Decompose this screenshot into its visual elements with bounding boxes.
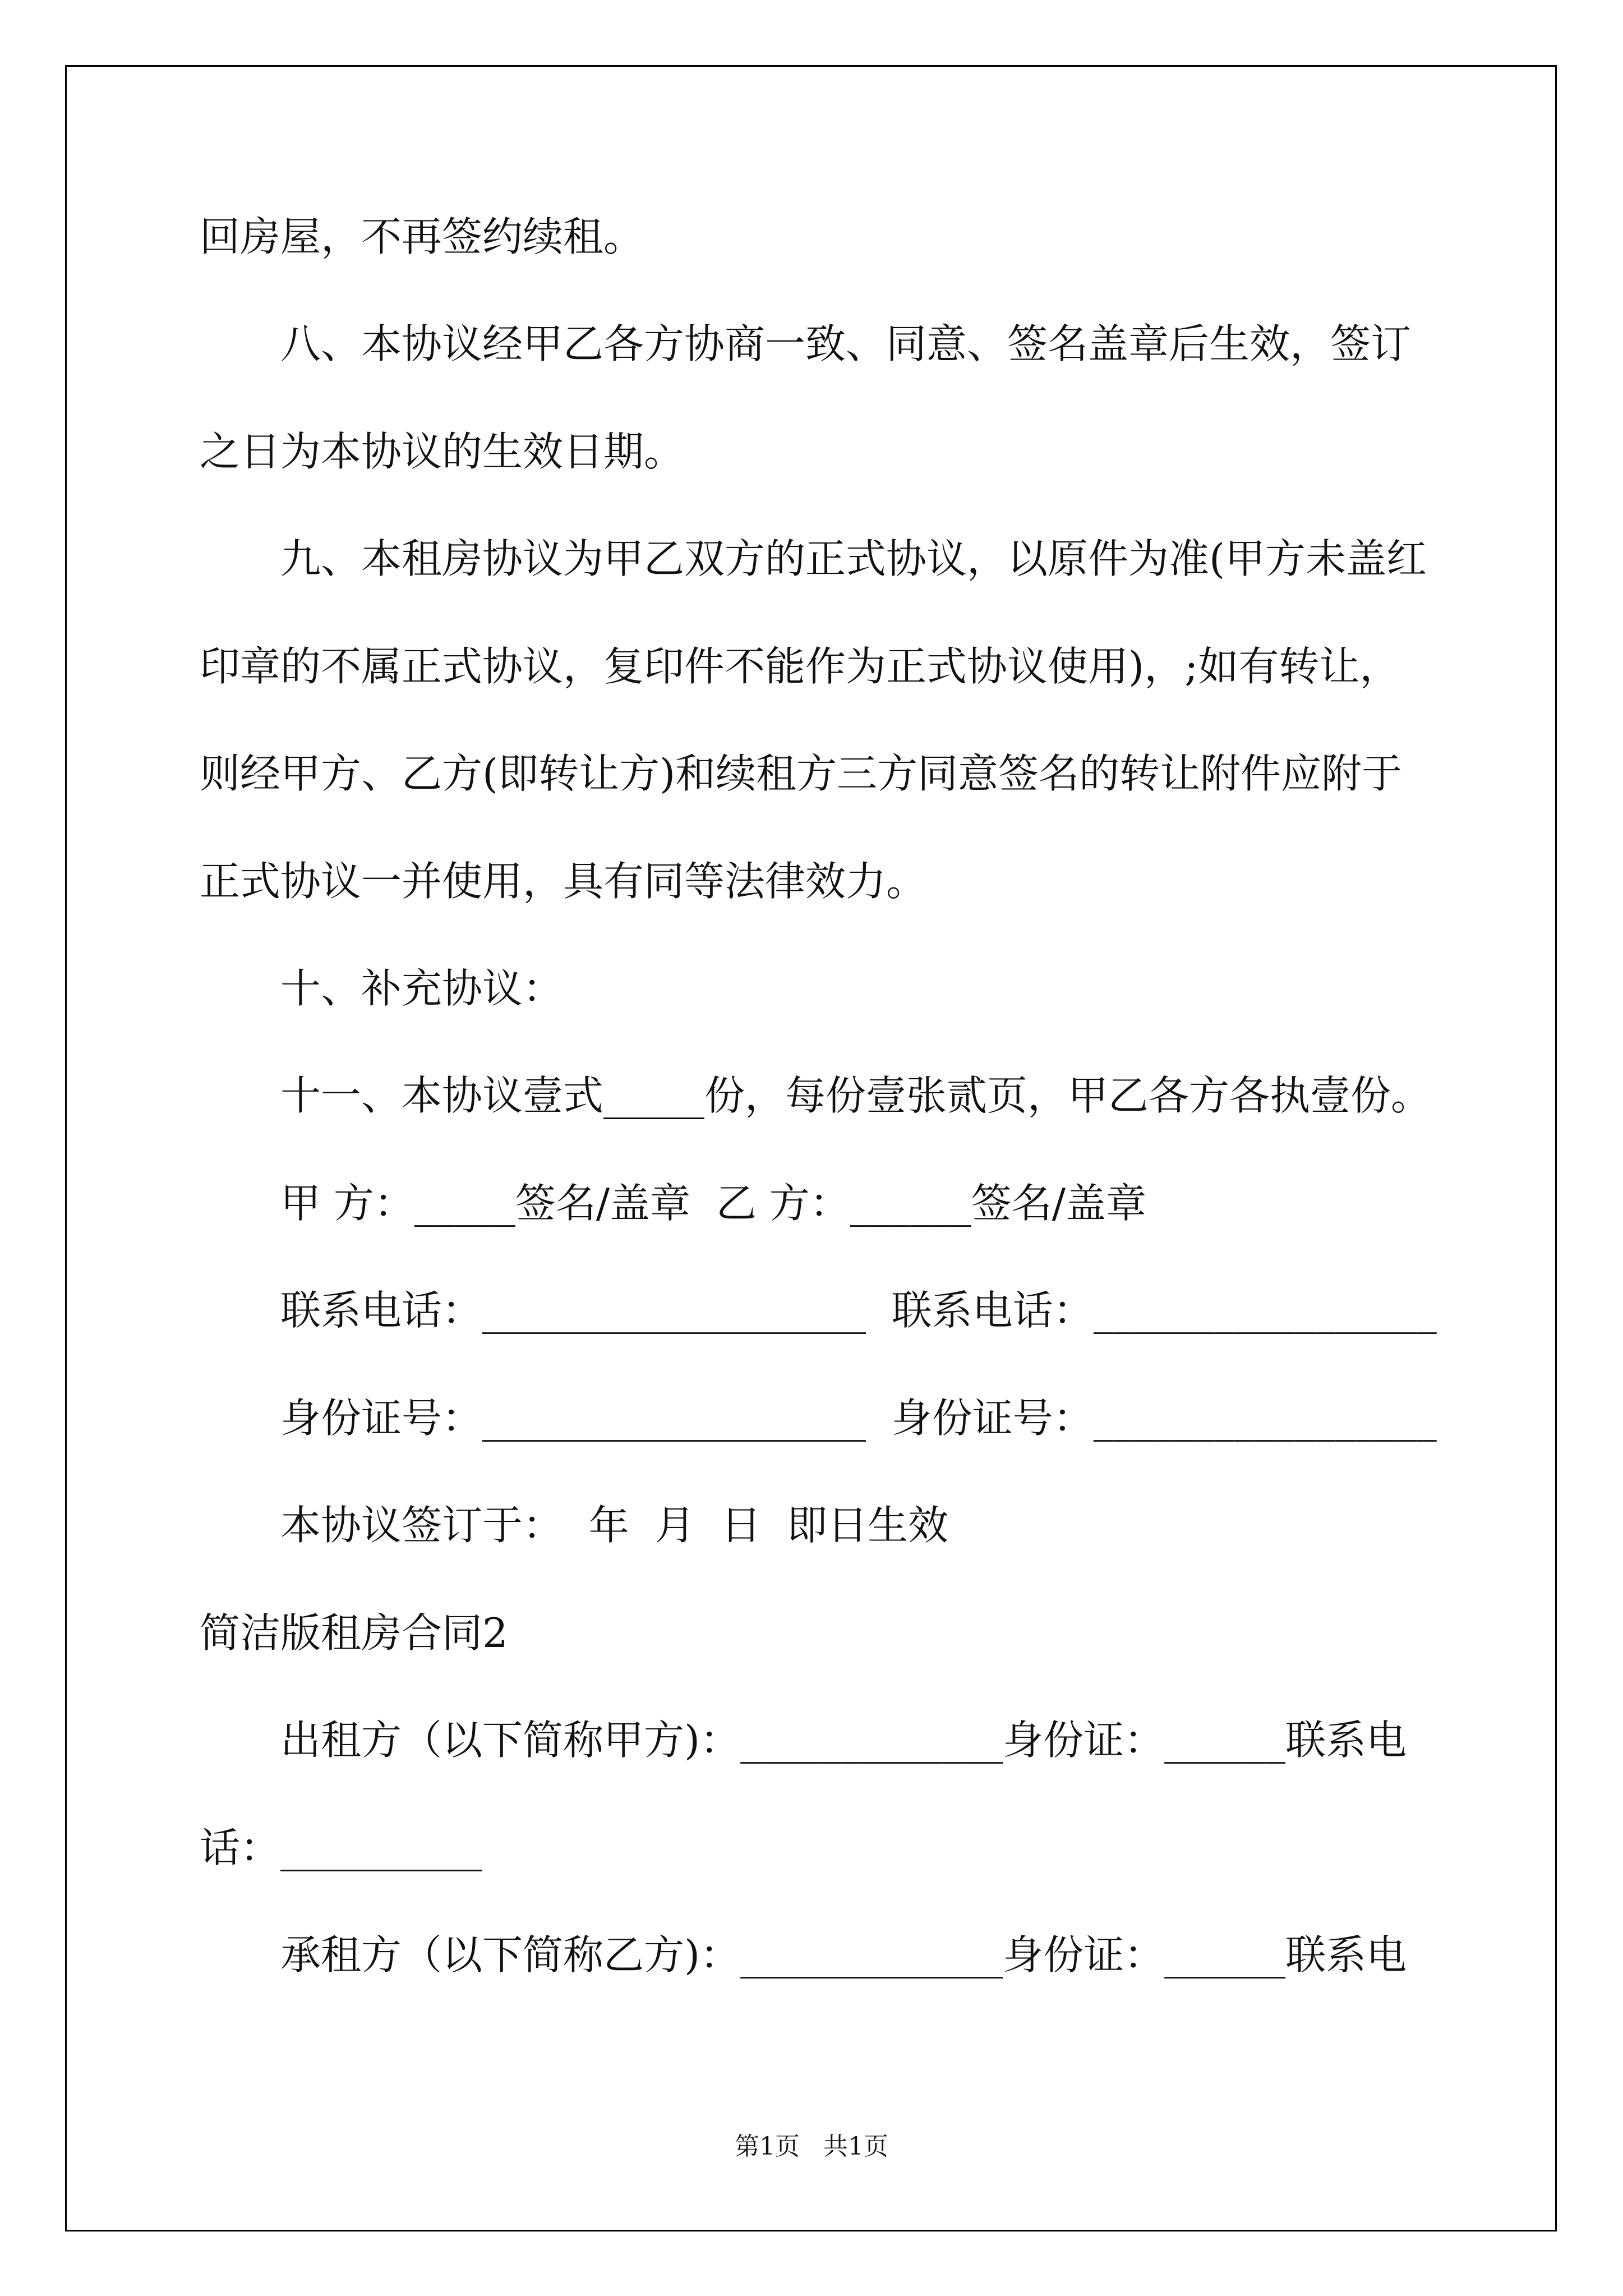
signing-date-line: 本协议签订于： 年 月 日 即日生效 (280, 1502, 949, 1549)
text-line: 十一、本协议壹式_____份，每份壹张贰页，甲乙各方各执壹份。 (280, 1072, 1432, 1119)
text-line: 则经甲方、乙方(即转让方)和续租方三方同意签名的转让附件应附于 (200, 750, 1403, 797)
text-line: 回房屋，不再签约续租。 (200, 213, 644, 260)
text-line: 承租方（以下简称乙方)：_____________身份证：______联系电 (280, 1931, 1407, 1978)
text-line: 印章的不属正式协议，复印件不能作为正式协议使用)，;如有转让， (200, 643, 1400, 690)
id-number-line: 身份证号：___________________ 身份证号：_________________ (280, 1395, 1437, 1442)
text-line: 出租方（以下简称甲方)：_____________身份证：______联系电 (280, 1717, 1407, 1764)
section-heading: 简洁版租房合同2 (200, 1609, 508, 1657)
text-line: 八、本协议经甲乙各方协商一致、同意、签名盖章后生效，签订 (280, 320, 1412, 367)
text-line: 之日为本协议的生效日期。 (200, 428, 685, 475)
text-line: 十、补充协议： (280, 965, 564, 1012)
text-line: 话：__________ (200, 1824, 483, 1871)
text-line: 九、本租房协议为甲乙双方的正式协议，以原件为准(甲方未盖红 (280, 535, 1427, 582)
phone-line: 联系电话：___________________ 联系电话：_________________ (280, 1287, 1437, 1334)
page-border (65, 65, 1557, 2231)
text-line: 正式协议一并使用，具有同等法律效力。 (200, 858, 927, 905)
signature-line: 甲 方：_____签名/盖章 乙 方：______签名/盖章 (280, 1180, 1147, 1227)
page-number-footer: 第1页 共1页 (735, 2132, 888, 2161)
